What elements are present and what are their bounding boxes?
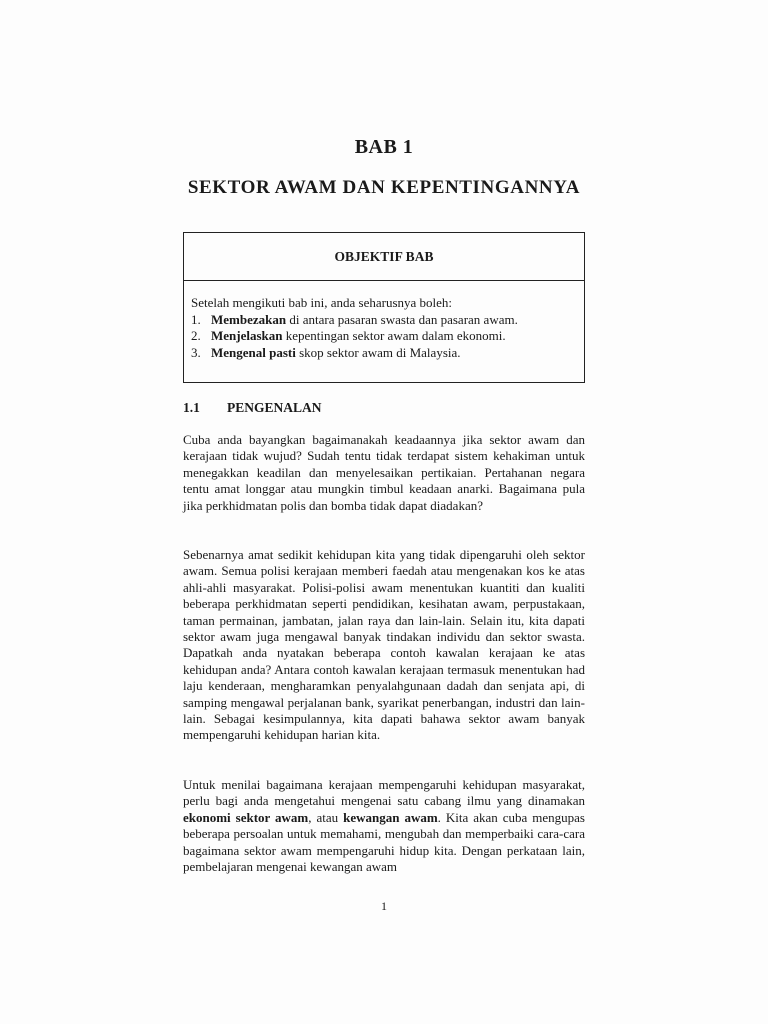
objective-text [211, 328, 506, 345]
objective-number: 3. [191, 344, 201, 360]
objective-rest: kepentingan sektor awam dalam ekonomi. [282, 328, 506, 343]
paragraph-text: , atau [308, 809, 344, 825]
objectives-heading: OBJEKTIF BAB [184, 233, 584, 281]
section-heading [183, 400, 322, 416]
objectives-body [184, 281, 584, 361]
chapter-label: BAB 1 [354, 136, 414, 158]
paragraph-intro: Cuba anda bayangkan bagaimanakah keadaannya jika sektor awam dan kerajaan tidak wujud? Sudah tentu tidak terdapat sistem kehakiman untuk menegakkan keadilan dan menyelesaikan pertikaian. Pertahanan negara tentu amat longgar atau mungkin timbul keadaan anarki. Bagaimana pula jika perkhidmatan polis dan bomba tidak dapat diadakan? [183, 432, 585, 513]
objective-number: 2. [191, 328, 201, 343]
objective-text [211, 312, 518, 329]
term-bold: ekonomi sektor awam [183, 809, 309, 825]
objective-number: 1. [191, 311, 201, 327]
term-bold: kewangan awam [343, 809, 438, 825]
page-number: 1 [381, 899, 387, 913]
paragraph-text: Untuk menilai bagaimana kerajaan mempengaruhi kehidupan masyarakat, perlu bagi anda mengetahui mengenai satu cabang ilmu yang dinamakan [183, 777, 585, 809]
objective-rest: skop sektor awam di Malaysia. [295, 344, 461, 360]
objective-text [211, 345, 461, 362]
section-title: PENGENALAN [227, 400, 322, 415]
objective-verb: Menjelaskan [211, 328, 283, 343]
objective-verb: Membezakan [211, 311, 287, 327]
section-number: 1.1 [183, 400, 200, 415]
objective-rest: di antara pasaran swasta dan pasaran awam. [286, 311, 518, 327]
objective-verb: Mengenal pasti [211, 344, 296, 360]
paragraph-public-sector: Sebenarnya amat sedikit kehidupan kita yang tidak dipengaruhi oleh sektor awam. Semua polisi kerajaan memberi faedah atau mengenakan kos ke atas ahli-ahli masyarakat. Polisi-polisi awam menentukan kuantiti dan kualiti beberapa perkhidmatan seperti pendidikan, kesihatan awam, perpustakaan, taman permainan, jambatan, jalan raya dan lain-lain. Selain itu, kita dapati sektor awam juga mengawal banyak tindakan individu dan sektor swasta. Dapatkah anda nyatakan beberapa contoh kawalan kerajaan ke atas kehidupan anda? Antara contoh kawalan kerajaan termasuk menentukan had laju kenderaan, mengharamkan penyalahgunaan dadah dan senjata api, di samping mengawal perjalanan bank, syarikat penerbangan, industri dan lain-lain. Sebagai kesimpulannya, kita dapati bahawa sektor awam banyak mempengaruhi kehidupan harian kita. [183, 547, 585, 743]
objectives-box [183, 232, 585, 383]
objective-item [191, 345, 584, 362]
paragraph-text: . Kita akan cuba mengupas beberapa persoalan untuk memahami, mengubah dan memperbaiki cara-cara bagaimana sektor awam mempengaruhi hidup kita. Dengan perkataan lain, pembelajaran mengenai kewangan awam [183, 809, 585, 875]
objectives-intro: Setelah mengikuti bab ini, anda seharusnya boleh: [191, 295, 453, 310]
objective-item [191, 312, 584, 329]
paragraph-public-finance [183, 777, 585, 875]
chapter-title: SEKTOR AWAM DAN KEPENTINGANNYA [187, 177, 581, 198]
objective-item [191, 328, 584, 345]
